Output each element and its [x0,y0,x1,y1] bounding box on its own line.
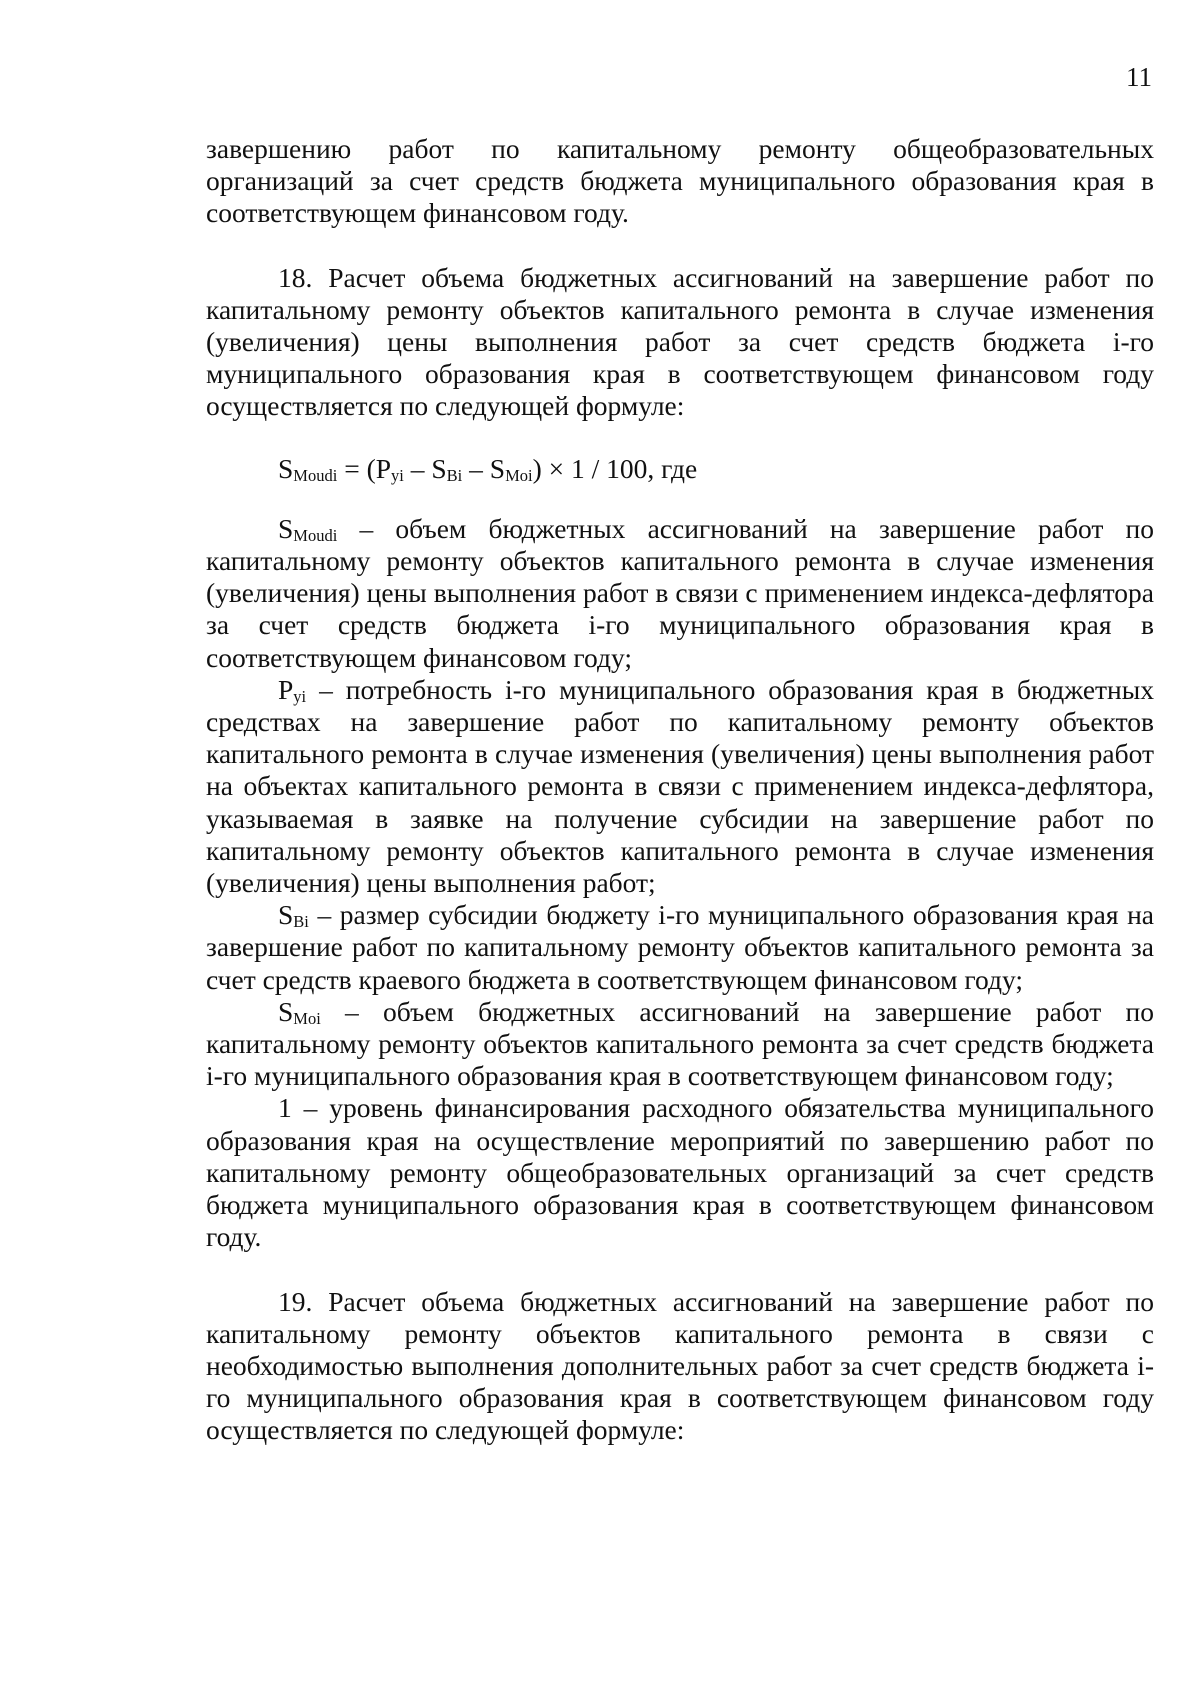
definition-smoudi-subscript: Moudi [293,525,338,545]
document-body [206,133,1154,1447]
definition-sbi-symbol: S [278,899,294,931]
formula-smoudi [206,453,1154,485]
definition-smoudi-symbol: S [278,512,294,544]
formula-tail: ) × 1 / 100, где [532,452,698,484]
formula-smo-subscript: Moi [505,465,533,485]
definition-pyi [206,674,1154,899]
definition-sbi-text: – размер субсидии бюджету i-го муниципального образования края на завершение работ по капитальному ремонту объектов капитального ремонта за счет средств краевого бюджета в соответствующем финансовом году; [206,899,1154,995]
definition-smoudi [206,513,1154,674]
definition-smoi-symbol: S [278,995,294,1027]
formula-p-subscript: yi [391,465,404,485]
definition-sbi-subscript: Bi [293,912,309,932]
definition-pyi-subscript: yi [293,686,307,706]
formula-minus2: – S [462,452,506,484]
paragraph-19: 19. Расчет объема бюджетных ассигнований на завершение работ по капитальному ремонту объектов капитального ремонта в связи с необходимостью выполнения дополнительных работ за счет средств бюджета i-го муниципального образования края в соответствующем финансовом году осуществляется по следующей формуле: [206,1285,1154,1446]
definition-smoi-text: – объем бюджетных ассигнований на завершение работ по капитальному ремонту объектов капитального ремонта за счет средств бюджета i-го муниципального образования края в соответствующем финансовом году; [206,995,1154,1092]
definition-smoi-subscript: Moi [293,1008,321,1028]
definition-level-one: 1 – уровень финансирования расходного обязательства муниципального образования края на осуществление мероприятий по завершению работ по капитальному ремонту общеобразовательных организаций за счет средств бюджета муниципального образования края в соответствующем финансовом году. [206,1092,1154,1253]
definition-pyi-text: – потребность i-го муниципального образования края в бюджетных средствах на завершение работ по капитальному ремонту объектов капитального ремонта в случае изменения (увеличения) цены выполнения работ на объектах капитального ремонта в связи с применением индекса-дефлятора, указываемая в заявке на получение субсидии на завершение работ по капитальному ремонту объектов капитального ремонта в случае изменения (увеличения) цены выполнения работ; [206,673,1154,899]
definition-pyi-symbol: P [278,673,294,705]
formula-s: S [278,452,294,484]
page-number: 11 [1126,62,1152,92]
formula-eq-open: = (P [337,452,392,484]
formula-sb-subscript: Bi [446,465,463,485]
definition-smoi [206,996,1154,1093]
definition-sbi [206,899,1154,996]
paragraph-continuation: завершению работ по капитальному ремонту общеобразовательных организаций за счет средств бюджета муниципального образования края в соответствующем финансовом году. [206,133,1154,229]
formula-s-subscript: Moudi [293,465,338,485]
definition-smoudi-text: – объем бюджетных ассигнований на завершение работ по капитальному ремонту объектов капитального ремонта в случае изменения (увеличения) цены выполнения работ в связи с применением индекса-дефлятора за счет средств бюджета i-го муниципального образования края в соответствующем финансовом году; [206,512,1154,673]
formula-minus1: – S [403,452,447,484]
paragraph-18: 18. Расчет объема бюджетных ассигнований на завершение работ по капитальному ремонту объектов капитального ремонта в случае изменения (увеличения) цены выполнения работ за счет средств бюджета i-го муниципального образования края в соответствующем финансовом году осуществляется по следующей формуле: [206,261,1154,422]
